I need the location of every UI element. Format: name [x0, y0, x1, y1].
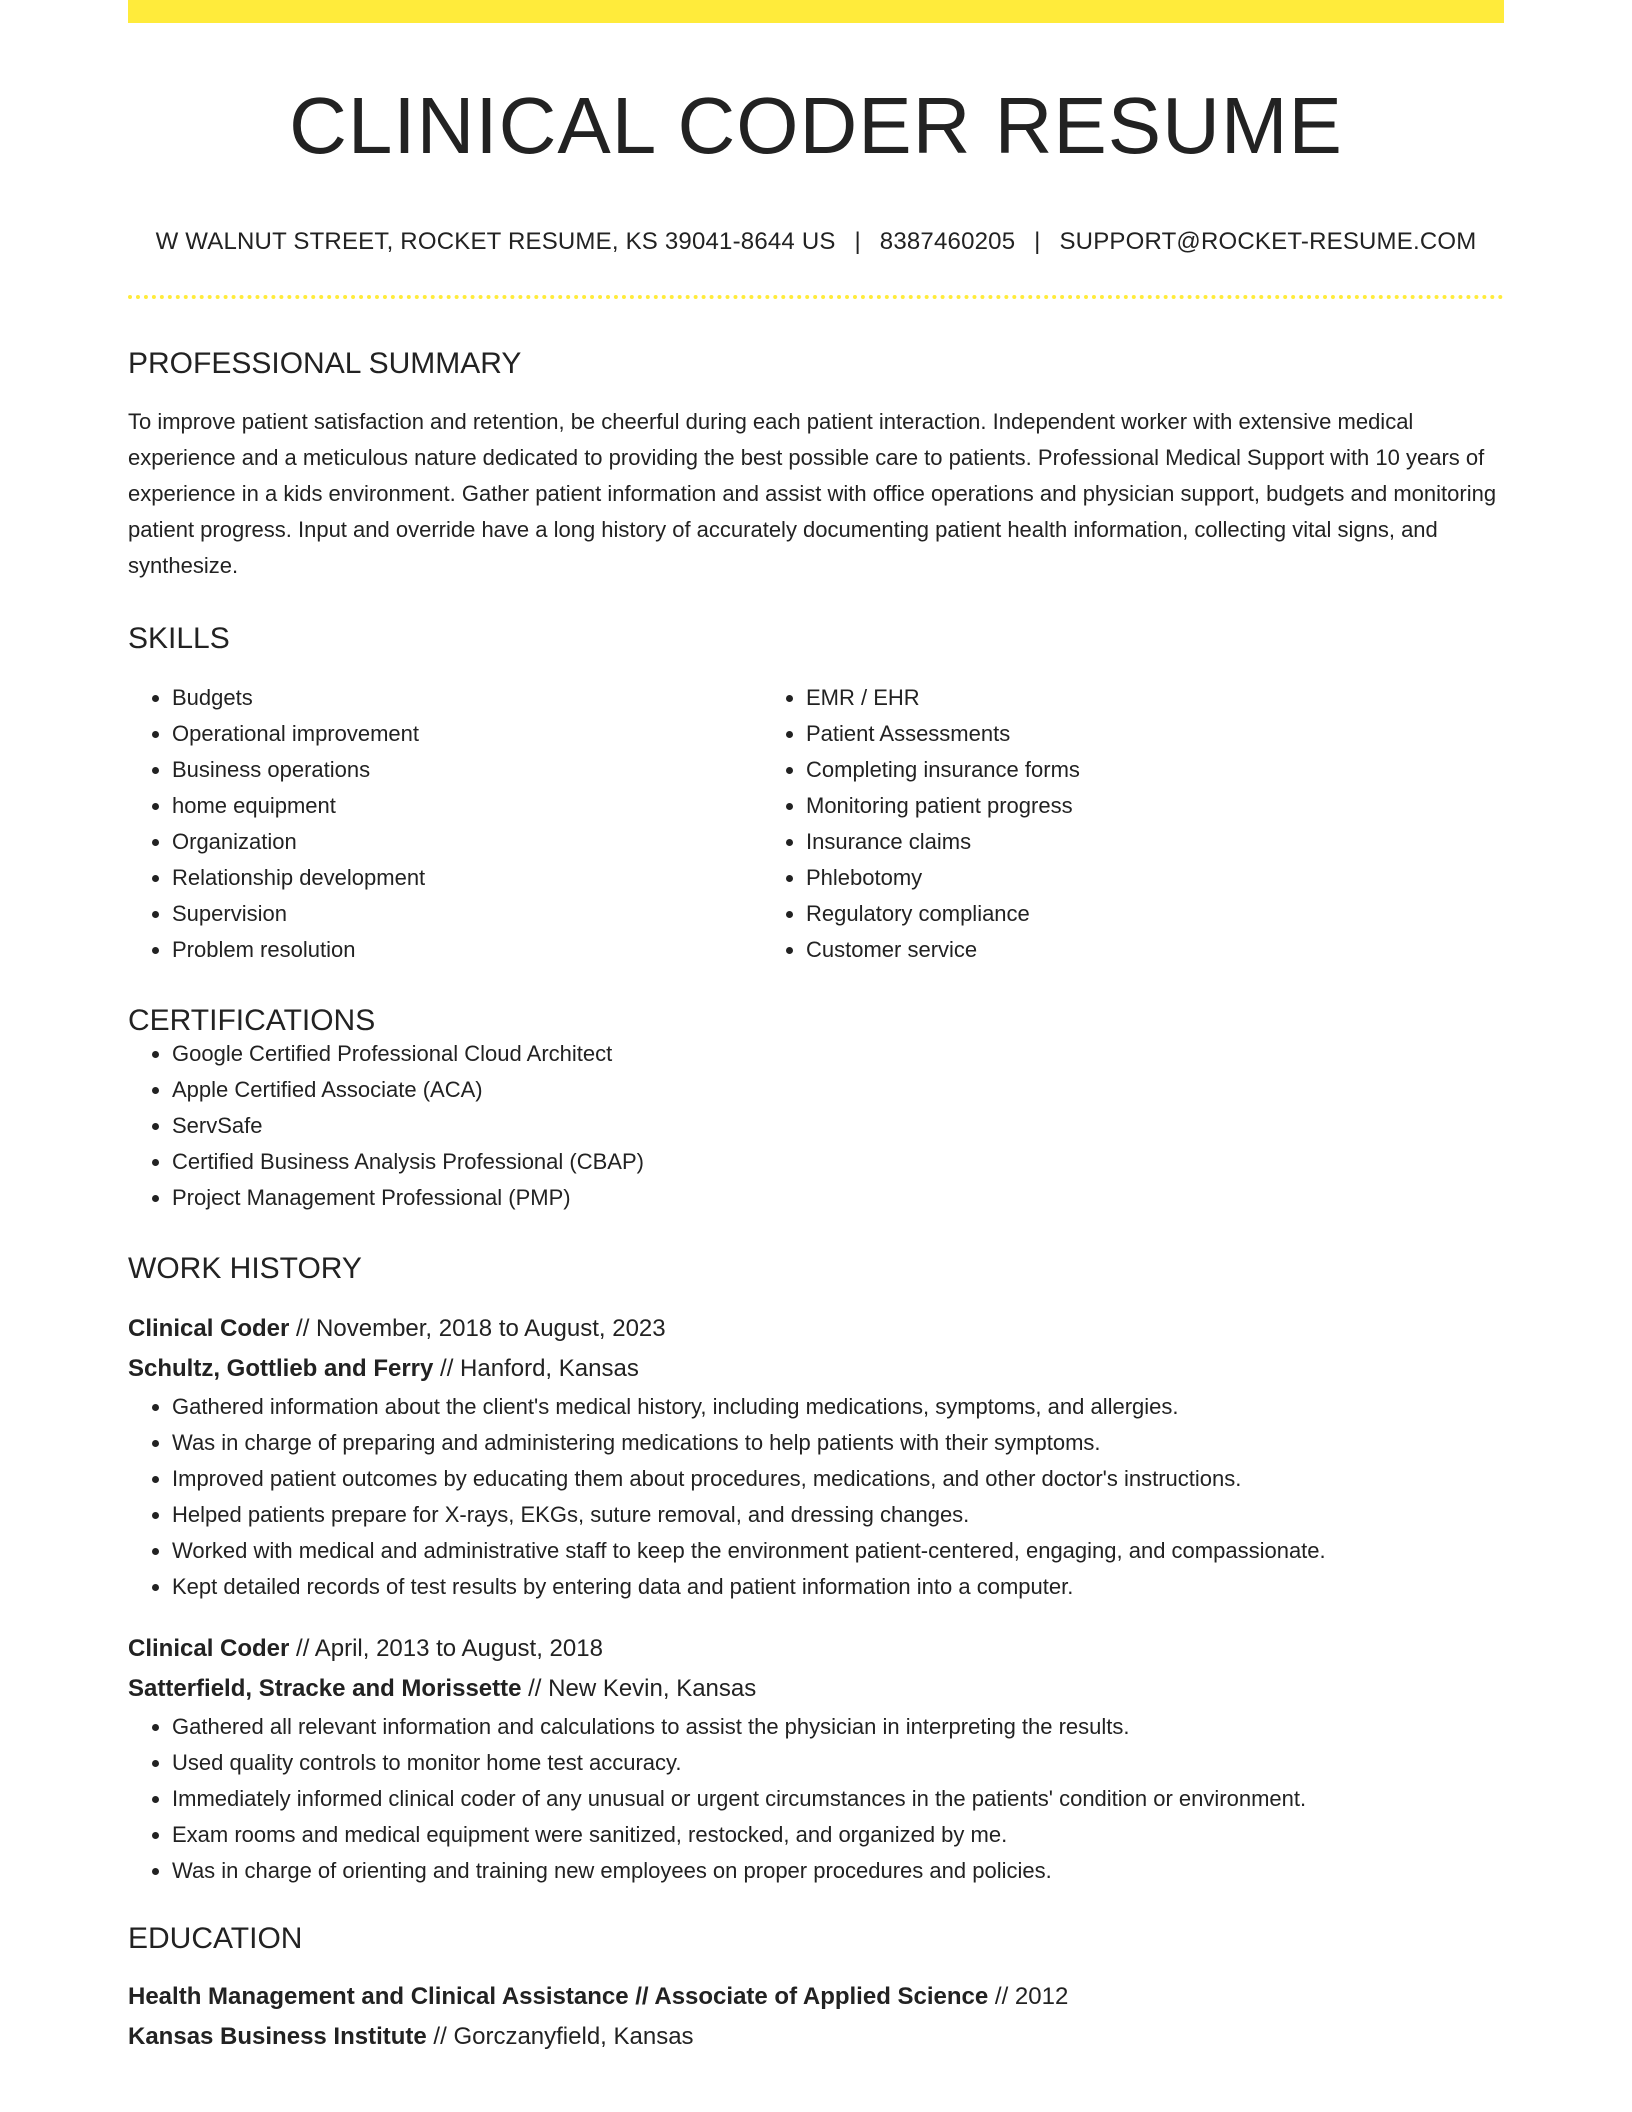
certification-item: • Google Certified Professional Cloud Architect — [172, 1036, 1504, 1072]
skill-item: • Phlebotomy — [806, 860, 1396, 896]
skill-item: • EMR / EHR — [806, 680, 1396, 716]
job-company-line — [128, 1349, 1504, 1389]
job-bullets — [128, 1389, 1504, 1605]
job-bullet: • Used quality controls to monitor home test accuracy. — [172, 1745, 1504, 1781]
summary-heading: PROFESSIONAL SUMMARY — [128, 347, 522, 380]
job-bullet: • Was in charge of orienting and training new employees on proper procedures and policies. — [172, 1853, 1504, 1889]
job-company-line — [128, 1669, 1504, 1709]
job-bullet: • Exam rooms and medical equipment were sanitized, restocked, and organized by me. — [172, 1817, 1504, 1853]
skill-item: • Operational improvement — [172, 716, 762, 752]
header-divider — [128, 295, 1504, 299]
job-bullet: • Immediately informed clinical coder of any unusual or urgent circumstances in the patients' condition or environment. — [172, 1781, 1504, 1817]
job-bullets — [128, 1709, 1504, 1889]
skills-heading: SKILLS — [128, 622, 230, 655]
education-location: // Gorczanyfield, Kansas — [426, 2023, 694, 2050]
contact-separator: | — [1034, 228, 1041, 255]
work-history-heading: WORK HISTORY — [128, 1252, 362, 1285]
skill-item: • home equipment — [172, 788, 762, 824]
education-degree: Health Management and Clinical Assistance // Associate of Applied Science — [128, 1983, 989, 2010]
job-dates: // November, 2018 to August, 2023 — [289, 1315, 666, 1342]
education-year: // 2012 — [988, 1983, 1069, 2010]
job-bullet: • Gathered all relevant information and calculations to assist the physician in interpreting the results. — [172, 1709, 1504, 1745]
job-entry — [128, 1629, 1504, 1889]
skill-item: • Organization — [172, 824, 762, 860]
contact-address: W WALNUT STREET, ROCKET RESUME, KS 39041-8644 US — [155, 228, 836, 255]
certification-item: • Apple Certified Associate (ACA) — [172, 1072, 1504, 1108]
skills-list-right — [762, 680, 1396, 968]
skill-item: • Customer service — [806, 932, 1396, 968]
certifications-list — [128, 1036, 1504, 1216]
contact-separator: | — [854, 228, 861, 255]
job-title: Clinical Coder — [128, 1315, 290, 1342]
job-title-line — [128, 1309, 1504, 1349]
education-degree-line — [128, 1977, 1504, 2017]
job-company: Schultz, Gottlieb and Ferry — [128, 1355, 434, 1382]
job-entry — [128, 1309, 1504, 1605]
job-bullet: • Helped patients prepare for X-rays, EKGs, suture removal, and dressing changes. — [172, 1497, 1504, 1533]
job-location: // Hanford, Kansas — [433, 1355, 639, 1382]
resume-page — [128, 0, 1504, 2057]
skill-item: • Regulatory compliance — [806, 896, 1396, 932]
job-title: Clinical Coder — [128, 1635, 290, 1662]
top-accent-bar — [128, 0, 1504, 23]
job-bullet: • Was in charge of preparing and administering medications to help patients with their symptoms. — [172, 1425, 1504, 1461]
certification-item: • ServSafe — [172, 1108, 1504, 1144]
skill-item: • Monitoring patient progress — [806, 788, 1396, 824]
skill-item: • Business operations — [172, 752, 762, 788]
job-dates: // April, 2013 to August, 2018 — [289, 1635, 603, 1662]
certifications-heading: CERTIFICATIONS — [128, 1004, 376, 1037]
certification-item: • Project Management Professional (PMP) — [172, 1180, 1504, 1216]
contact-phone: 8387460205 — [879, 228, 1016, 255]
skills-columns — [128, 680, 1504, 968]
education-school-line — [128, 2017, 1504, 2057]
skill-item: • Completing insurance forms — [806, 752, 1396, 788]
skill-item: • Supervision — [172, 896, 762, 932]
skill-item: • Insurance claims — [806, 824, 1396, 860]
job-location: // New Kevin, Kansas — [521, 1675, 757, 1702]
resume-title: CLINICAL CODER RESUME — [289, 81, 1343, 170]
job-bullet: • Gathered information about the client's medical history, including medications, symptoms, and allergies. — [172, 1389, 1504, 1425]
contact-line — [128, 230, 1504, 254]
contact-email: SUPPORT@ROCKET-RESUME.COM — [1059, 228, 1477, 255]
education-school: Kansas Business Institute — [128, 2023, 427, 2050]
job-bullet: • Worked with medical and administrative staff to keep the environment patient-centered, engaging, and compassionate. — [172, 1533, 1504, 1569]
job-company: Satterfield, Stracke and Morissette — [128, 1675, 522, 1702]
education-heading: EDUCATION — [128, 1922, 303, 1955]
job-title-line — [128, 1629, 1504, 1669]
skill-item: • Relationship development — [172, 860, 762, 896]
job-bullet: • Kept detailed records of test results by entering data and patient information into a computer. — [172, 1569, 1504, 1605]
summary-text: To improve patient satisfaction and retention, be cheerful during each patient interaction. Independent worker with extensive medical experience and a meticulous nature dedicated to providing the best possible care to patients. Professional Medical Support with 10 years of experience in a kids environment. Gather patient information and assist with office operations and physician support, budgets and monitoring patient progress. Input and override have a long history of accurately documenting patient health information, collecting vital signs, and synthesize. — [128, 409, 1497, 578]
certification-item: • Certified Business Analysis Professional (CBAP) — [172, 1144, 1504, 1180]
skills-list-left — [128, 680, 762, 968]
skill-item: • Problem resolution — [172, 932, 762, 968]
skill-item: • Patient Assessments — [806, 716, 1396, 752]
job-bullet: • Improved patient outcomes by educating them about procedures, medications, and other doctor's instructions. — [172, 1461, 1504, 1497]
skill-item: • Budgets — [172, 680, 762, 716]
